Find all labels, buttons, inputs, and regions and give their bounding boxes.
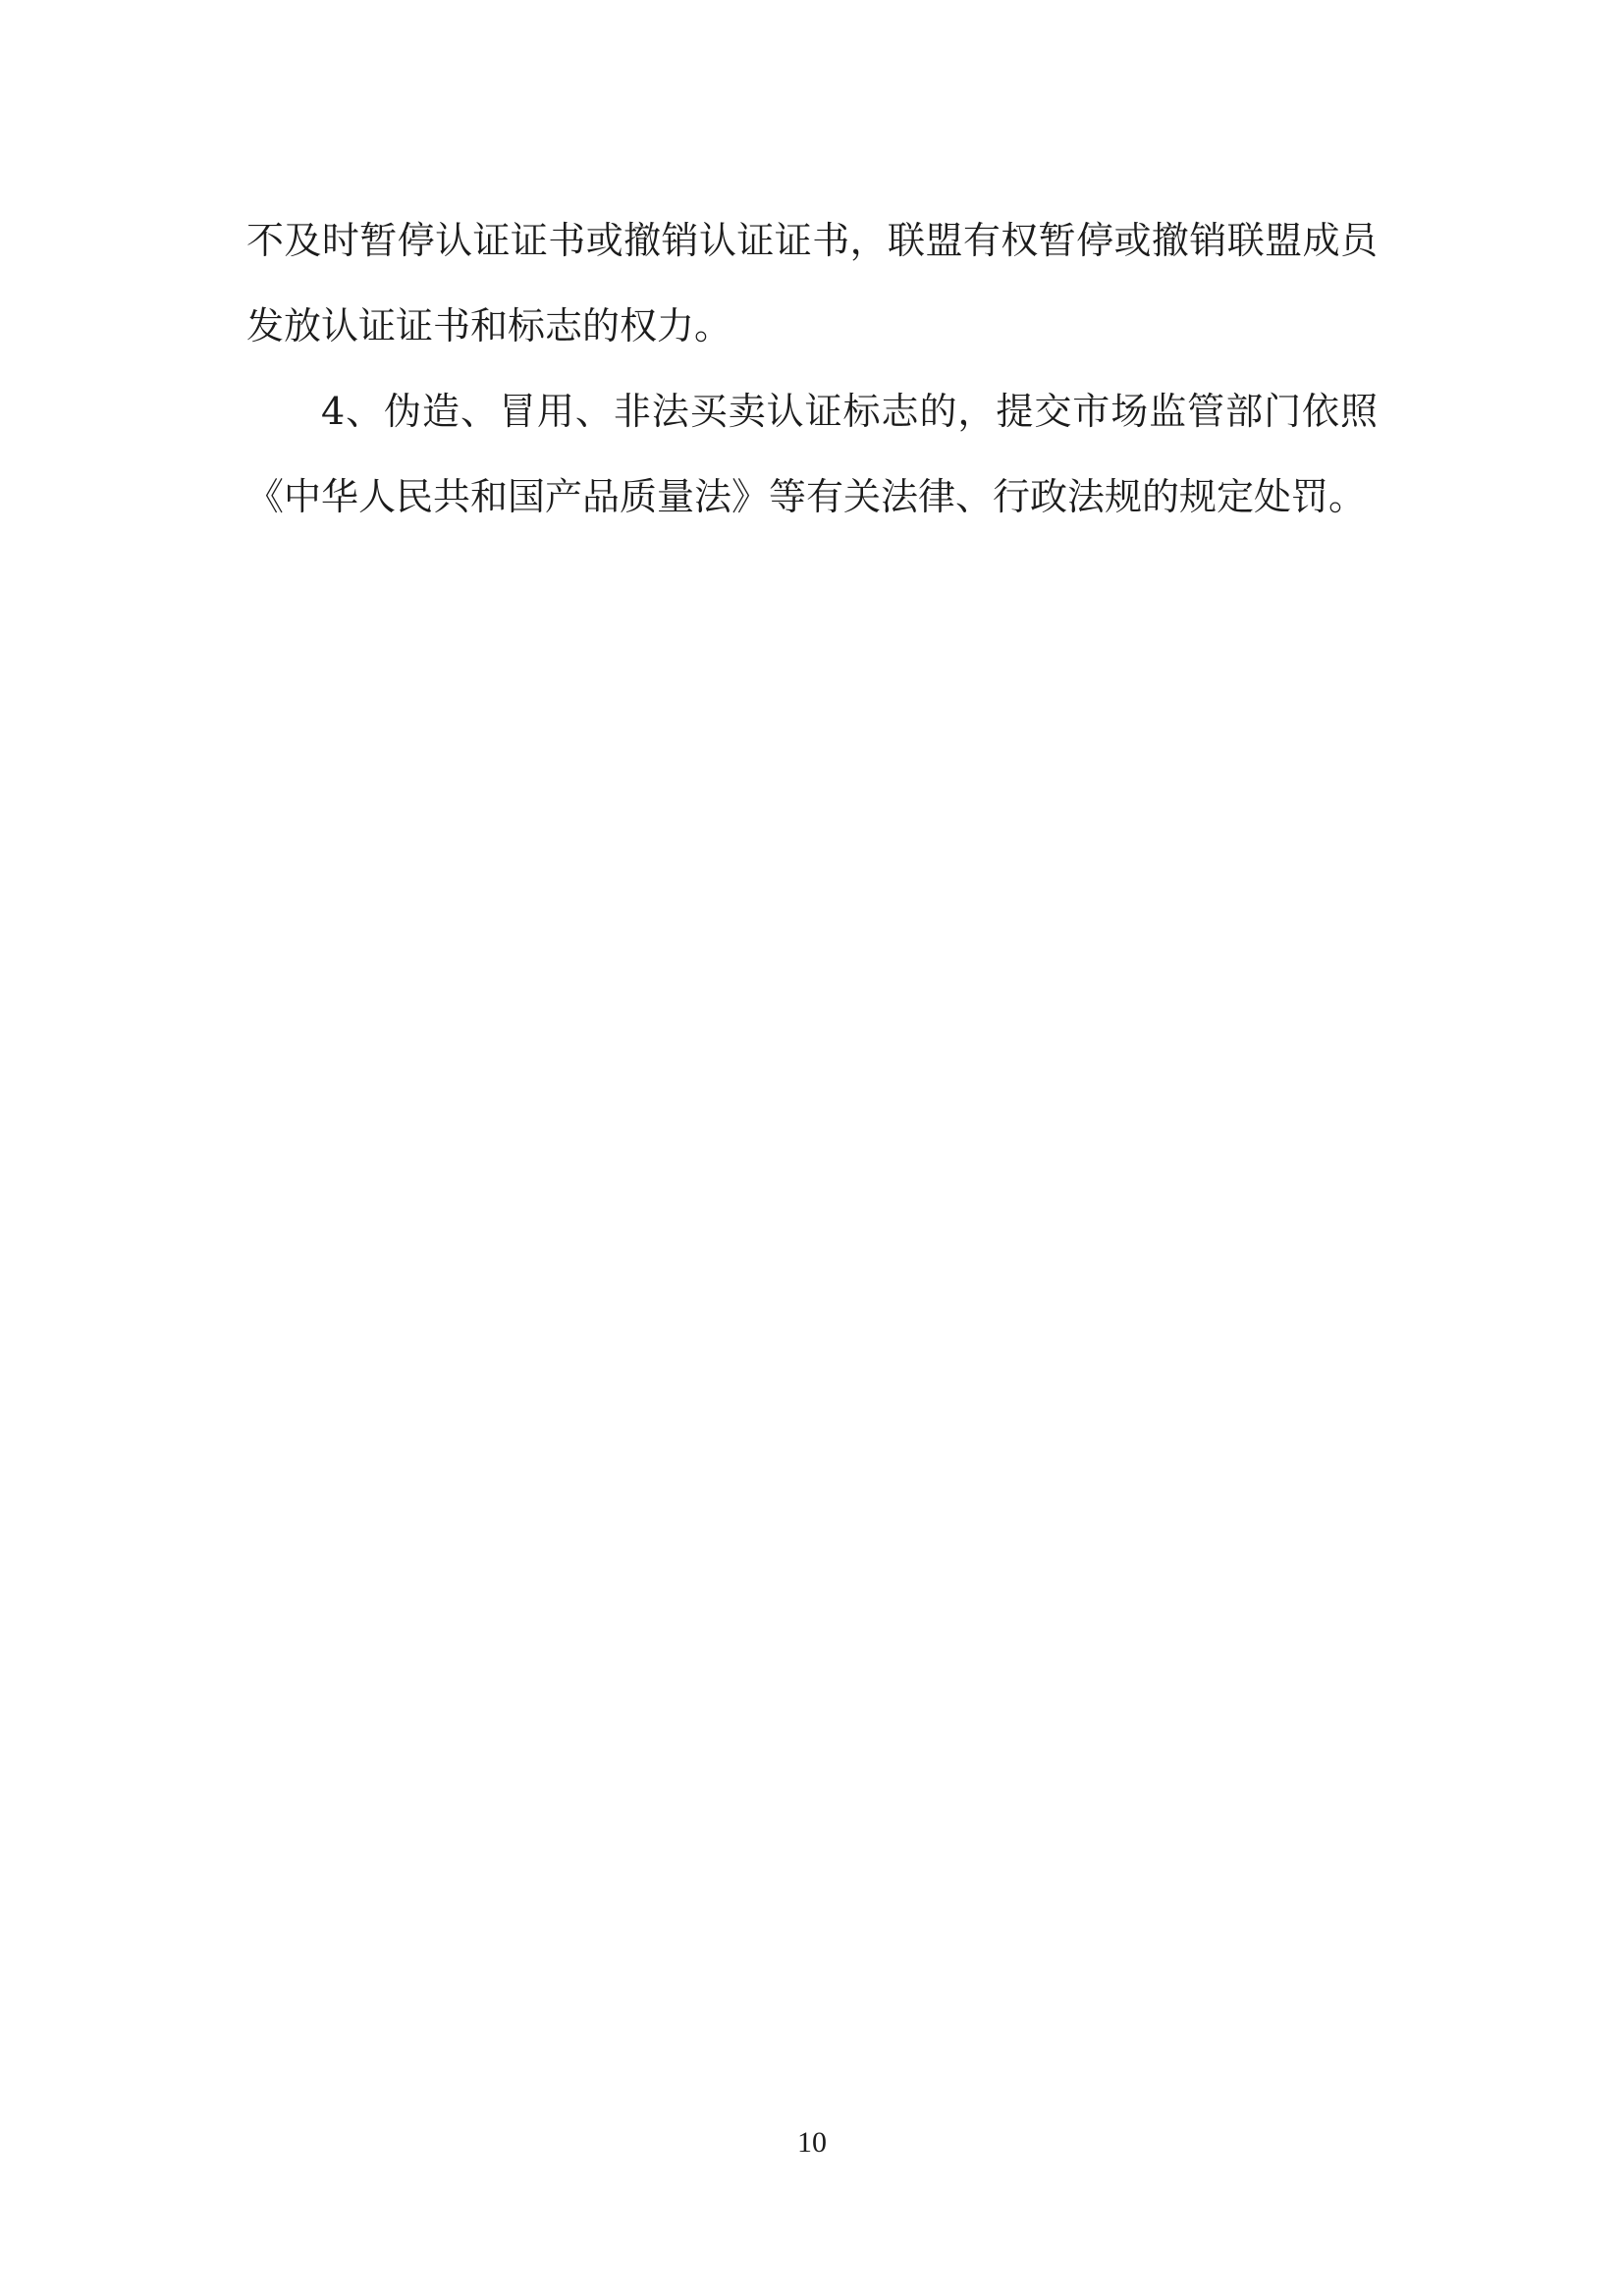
paragraph-item-4: [246, 369, 1378, 540]
text-line: 《中华人民共和国产品质量法》等有关法律、行政法规的规定处罚。: [246, 475, 1367, 518]
text-line: 不及时暂停认证证书或撤销认证证书，联盟有权暂停或撤销联盟成员: [246, 219, 1378, 262]
text-line: 发放认证证书和标志的权力。: [246, 304, 732, 347]
page-number: 10: [797, 2126, 827, 2159]
paragraph-continuation: [246, 198, 1378, 369]
text-line: 4、伪造、冒用、非法买卖认证标志的，提交市场监管部门依照: [321, 390, 1378, 433]
body-text: [246, 198, 1378, 540]
